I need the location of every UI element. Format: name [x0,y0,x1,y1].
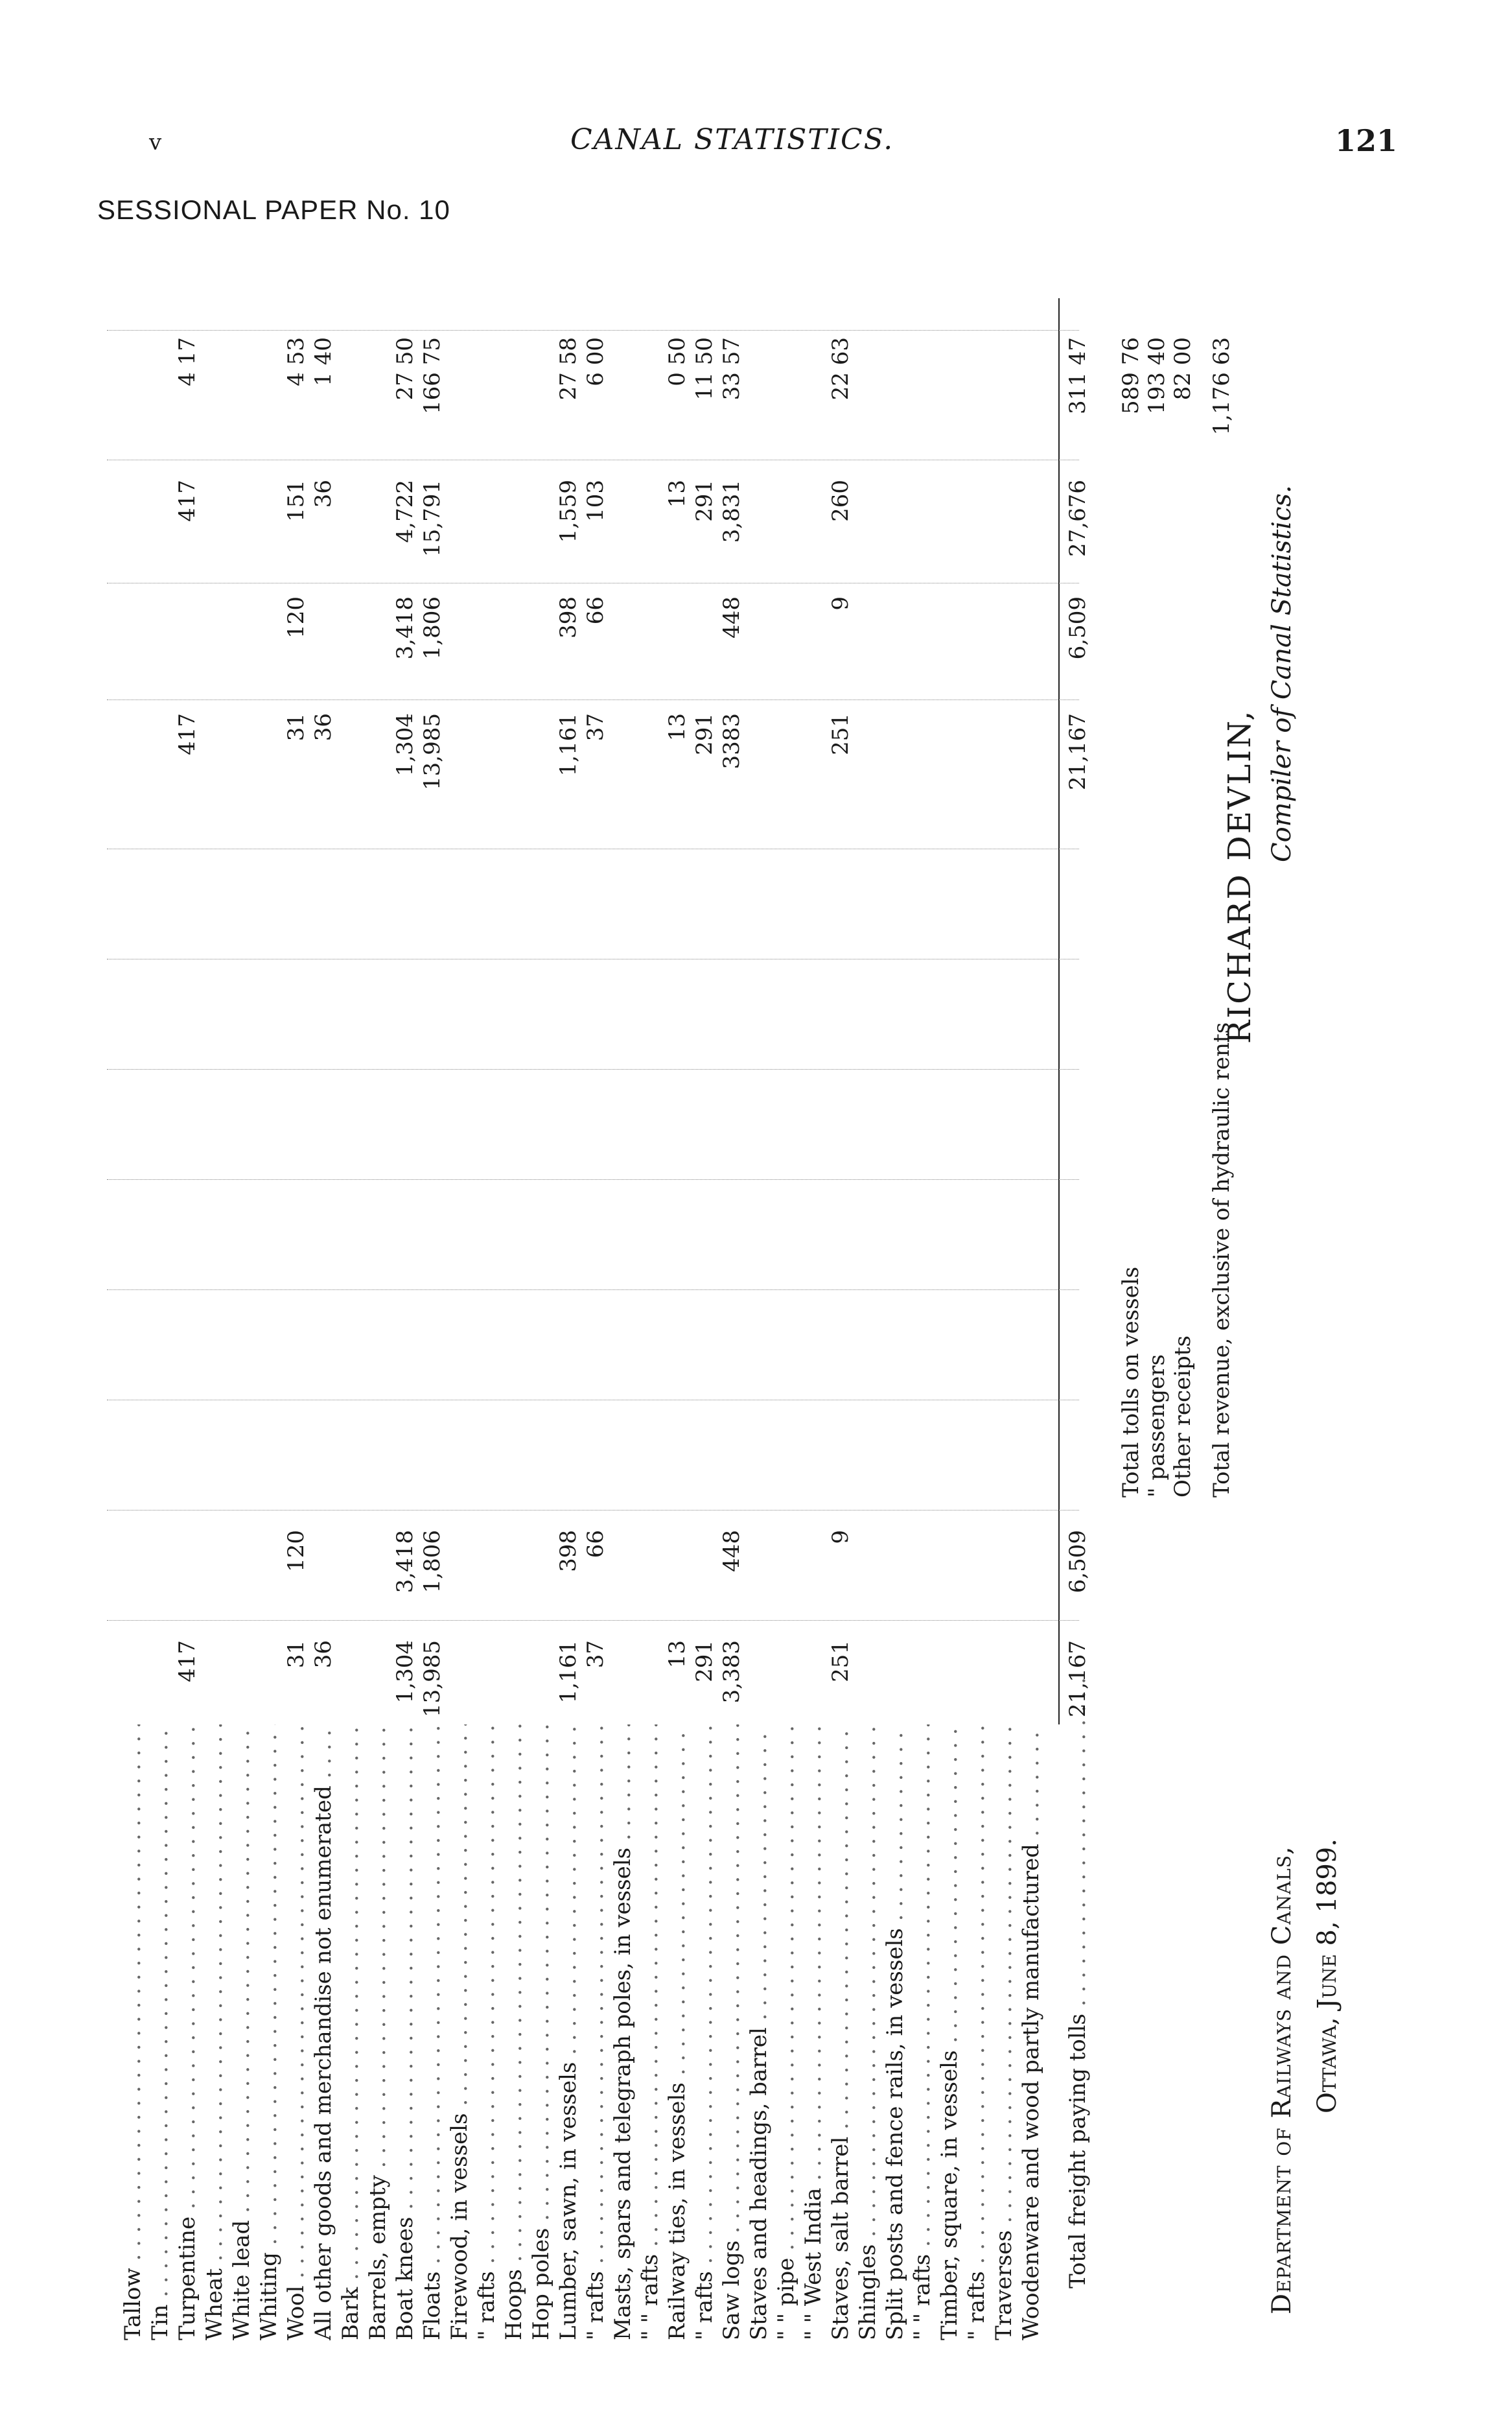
row-label: " " pipe . . . [773,1724,799,2340]
cell-c6: 0 50 [664,337,690,386]
cell-c6: 4 17 [174,337,200,386]
table-row [474,233,500,2340]
row-label: Wool . . . [283,1724,309,2340]
total-label: Total freight paying tolls . . . [1065,1673,1091,2340]
row-label: Timber, square, in vessels . . . [936,1724,962,2340]
cell-c6: 1 40 [310,337,336,386]
cell-c5: 15,791 [419,480,445,557]
table-row [692,233,717,2340]
cell-c3: 13,985 [419,713,445,790]
cell-c5: 4,722 [392,480,418,543]
row-label: Hoops . . . [501,1724,527,2340]
row-label: Traverses . . . [991,1724,1017,2340]
cell-c5: 1,559 [555,480,581,543]
row-label: Woodenware and wood partly manufactured . . . [1018,1724,1044,2340]
column-divider [107,1068,1079,1070]
table-row [991,233,1017,2340]
table-row [229,233,255,2340]
cell-c3: 31 [283,713,309,742]
cell-c1: 291 [692,1640,717,1682]
table-row [583,233,609,2340]
column-divider [107,699,1079,700]
cell-c5: 13 [664,480,690,508]
column-divider [107,958,1079,959]
cell-c4: 1,806 [419,596,445,660]
table-row [555,233,581,2340]
cell-c3: 36 [310,713,336,742]
cell-c3: 3383 [719,713,745,770]
cell-c5: 36 [310,480,336,508]
row-label: Whiting . . . [256,1724,282,2340]
section-mark: v [149,130,162,156]
cell-c2: 1,806 [419,1530,445,1593]
rotated-table [107,233,1342,2340]
total-c2: 6,509 [1065,1530,1091,1593]
cell-c6: 22 63 [828,337,854,401]
summary-row: " passengers 193 40 [1144,337,1170,1498]
column-divider [107,848,1079,849]
table-row [501,233,527,2340]
column-divider [107,1289,1079,1290]
total-c6: 311 47 [1065,337,1091,414]
column-divider [107,1399,1079,1400]
page-header [0,123,1512,182]
row-label: " " rafts . . . [637,1724,663,2340]
table-row [773,233,799,2340]
row-label: Barrels, empty . . . [365,1724,391,2340]
statistics-table [107,233,1261,2340]
table-row [637,233,663,2340]
table-row [310,233,336,2340]
cell-c2: 9 [828,1530,854,1544]
cell-c1: 31 [283,1640,309,1669]
cell-c3: 13 [664,713,690,742]
cell-c3: 1,161 [555,713,581,777]
row-label: Saw logs . . . [719,1724,745,2340]
cell-c5: 291 [692,480,717,522]
table-row [528,233,554,2340]
summary-row: Other receipts 82 00 [1170,337,1196,1498]
column-divider [107,582,1079,583]
row-label: Boat knees . . . [392,1724,418,2340]
row-label: Hop poles . . . [528,1724,554,2340]
row-label: Bark . . . [338,1724,364,2340]
row-label: All other goods and merchandise not enumerated . . . [310,1724,336,2340]
table-row [828,233,854,2340]
cell-c2: 3,418 [392,1530,418,1593]
row-label: " " West India . . . [800,1724,826,2340]
table-row [800,233,826,2340]
page-title: CANAL STATISTICS. [570,123,894,156]
cell-c1: 3,383 [719,1640,745,1704]
cell-c6: 4 53 [283,337,309,386]
cell-c3: 1,304 [392,713,418,777]
table-row [283,233,309,2340]
row-label: Floats . . . [419,1724,445,2340]
row-label: Masts, spars and telegraph poles, in vessels . . . [610,1724,636,2340]
row-label: " rafts . . . [583,1724,609,2340]
total-row [1065,233,1091,2340]
row-label: " rafts . . . [474,1724,500,2340]
signature-role: Compiler of Canal Statistics. [1267,485,1297,862]
table-row [964,233,990,2340]
total-rule [1058,298,1060,1724]
cell-c6: 33 57 [719,337,745,401]
cell-c6: 27 58 [555,337,581,401]
table-row [256,233,282,2340]
sessional-paper: SESSIONAL PAPER No. 10 [97,194,450,225]
cell-c6: 166 75 [419,337,445,414]
row-label: Turpentine . . . [174,1724,200,2340]
cell-c3: 37 [583,713,609,742]
table-row [882,233,908,2340]
cell-c5: 417 [174,480,200,522]
table-row [120,233,146,2340]
row-label: Railway ties, in vessels . . . [664,1724,690,2340]
table-row [746,233,772,2340]
table-row [664,233,690,2340]
cell-c1: 13 [664,1640,690,1669]
row-label: Staves and headings, barrel . . . [746,1724,772,2340]
row-label: Tin . . . [147,1724,173,2340]
cell-c4: 9 [828,596,854,611]
cell-c4: 398 [555,596,581,639]
cell-c2: 398 [555,1530,581,1572]
cell-c5: 3,831 [719,480,745,543]
cell-c2: 120 [283,1530,309,1572]
cell-c4: 120 [283,596,309,639]
table-row [855,233,881,2340]
column-divider [107,1179,1079,1180]
table-row [338,233,364,2340]
summary-row: Total tolls on vessels 589 76 [1118,337,1144,1498]
cell-c4: 448 [719,596,745,639]
page-number: 121 [1335,123,1398,158]
row-label: Split posts and fence rails, in vessels . . . [882,1724,908,2340]
table-row [365,233,391,2340]
table-row [419,233,445,2340]
row-label: Shingles . . . [855,1724,881,2340]
table-row [447,233,472,2340]
column-divider [107,1509,1079,1511]
row-label: Lumber, sawn, in vessels . . . [555,1724,581,2340]
cell-c1: 251 [828,1640,854,1682]
cell-c3: 417 [174,713,200,755]
cell-c1: 1,161 [555,1640,581,1704]
total-c5: 27,676 [1065,480,1091,557]
signature-name: RICHARD DEVLIN, [1222,709,1258,1044]
row-label: White lead . . . [229,1724,255,2340]
summary-total-row: Total revenue, exclusive of hydraulic rents 1,176 63 [1209,337,1235,1498]
table-row [202,233,227,2340]
cell-c4: 3,418 [392,596,418,660]
table-row [719,233,745,2340]
cell-c1: 1,304 [392,1640,418,1704]
column-divider [107,329,1079,331]
table-row [1018,233,1044,2340]
table-row [909,233,935,2340]
row-label: " rafts . . . [692,1724,717,2340]
table-row [936,233,962,2340]
cell-c2: 66 [583,1530,609,1558]
cell-c1: 36 [310,1640,336,1669]
cell-c1: 37 [583,1640,609,1669]
total-c4: 6,509 [1065,596,1091,660]
table-row [147,233,173,2340]
total-c3: 21,167 [1065,713,1091,790]
revenue-summary [1118,266,1235,1498]
row-label: Tallow . . . [120,1724,146,2340]
row-label: " " rafts . . . [909,1724,935,2340]
date-line: Ottawa, June 8, 1899. [1312,1839,1342,2113]
row-label: Staves, salt barrel . . . [828,1724,854,2340]
cell-c1: 13,985 [419,1640,445,1717]
row-label: " rafts . . . [964,1724,990,2340]
column-divider [107,1619,1079,1621]
cell-c6: 11 50 [692,337,717,401]
cell-c3: 291 [692,713,717,755]
cell-c5: 151 [283,480,309,522]
cell-c1: 417 [174,1640,200,1682]
cell-c2: 448 [719,1530,745,1572]
table-row [610,233,636,2340]
table-row [174,233,200,2340]
department-line: Department of Railways and Canals, [1267,1846,1297,2314]
table-row [392,233,418,2340]
cell-c6: 6 00 [583,337,609,386]
cell-c3: 251 [828,713,854,755]
cell-c4: 66 [583,596,609,625]
cell-c5: 103 [583,480,609,522]
column-divider [107,459,1079,460]
total-c1: 21,167 [1065,1640,1091,1717]
row-label: Firewood, in vessels . . . [447,1724,472,2340]
row-label: Wheat . . . [202,1724,227,2340]
cell-c5: 260 [828,480,854,522]
cell-c6: 27 50 [392,337,418,401]
